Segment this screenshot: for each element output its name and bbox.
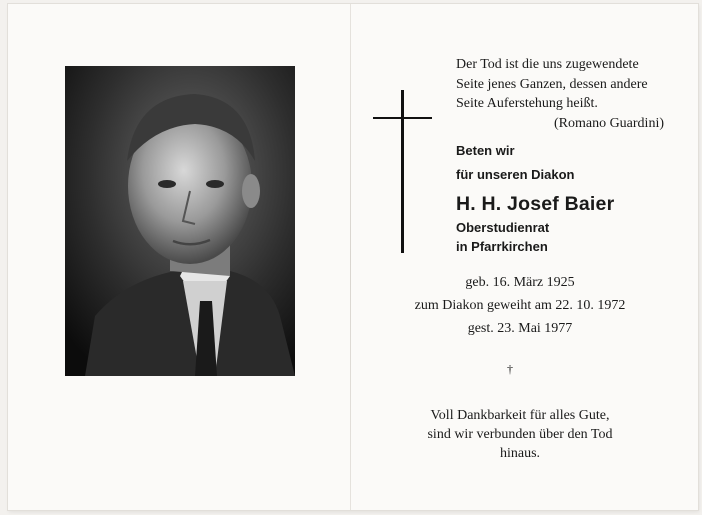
prayer-line-1: Beten wir <box>456 143 515 158</box>
birth-date: geb. 16. März 1925 <box>465 275 575 290</box>
small-cross-icon: † <box>507 362 513 376</box>
deceased-name: H. H. Josef Baier <box>456 193 615 215</box>
deceased-location: in Pfarrkirchen <box>456 239 548 254</box>
guardini-quote <box>398 55 664 133</box>
deceased-title: Oberstudienrat <box>456 220 550 235</box>
prayer-line-2: für unseren Diakon <box>456 167 575 182</box>
card-fold-line <box>350 4 351 510</box>
quote-line: Der Tod ist die uns zugewendete <box>456 57 639 72</box>
quote-author: (Romano Guardini) <box>553 115 664 131</box>
ordination-date: zum Diakon geweiht am 22. 10. 1972 <box>414 298 626 313</box>
cross-icon-bar <box>373 117 432 119</box>
thanks-line: sind wir verbunden über den Tod <box>427 427 613 442</box>
quote-line: Seite jenes Ganzen, dessen andere <box>456 76 648 92</box>
death-date: gest. 23. Mai 1977 <box>467 321 573 336</box>
thanks-line: hinaus. <box>499 446 541 461</box>
thanks-line: Voll Dankbarkeit für alles Gute, <box>430 408 610 423</box>
portrait-photo <box>65 66 295 376</box>
quote-line: Seite Auferstehung heißt. <box>456 96 598 111</box>
cross-icon <box>401 90 404 253</box>
thanks-text <box>380 406 660 463</box>
